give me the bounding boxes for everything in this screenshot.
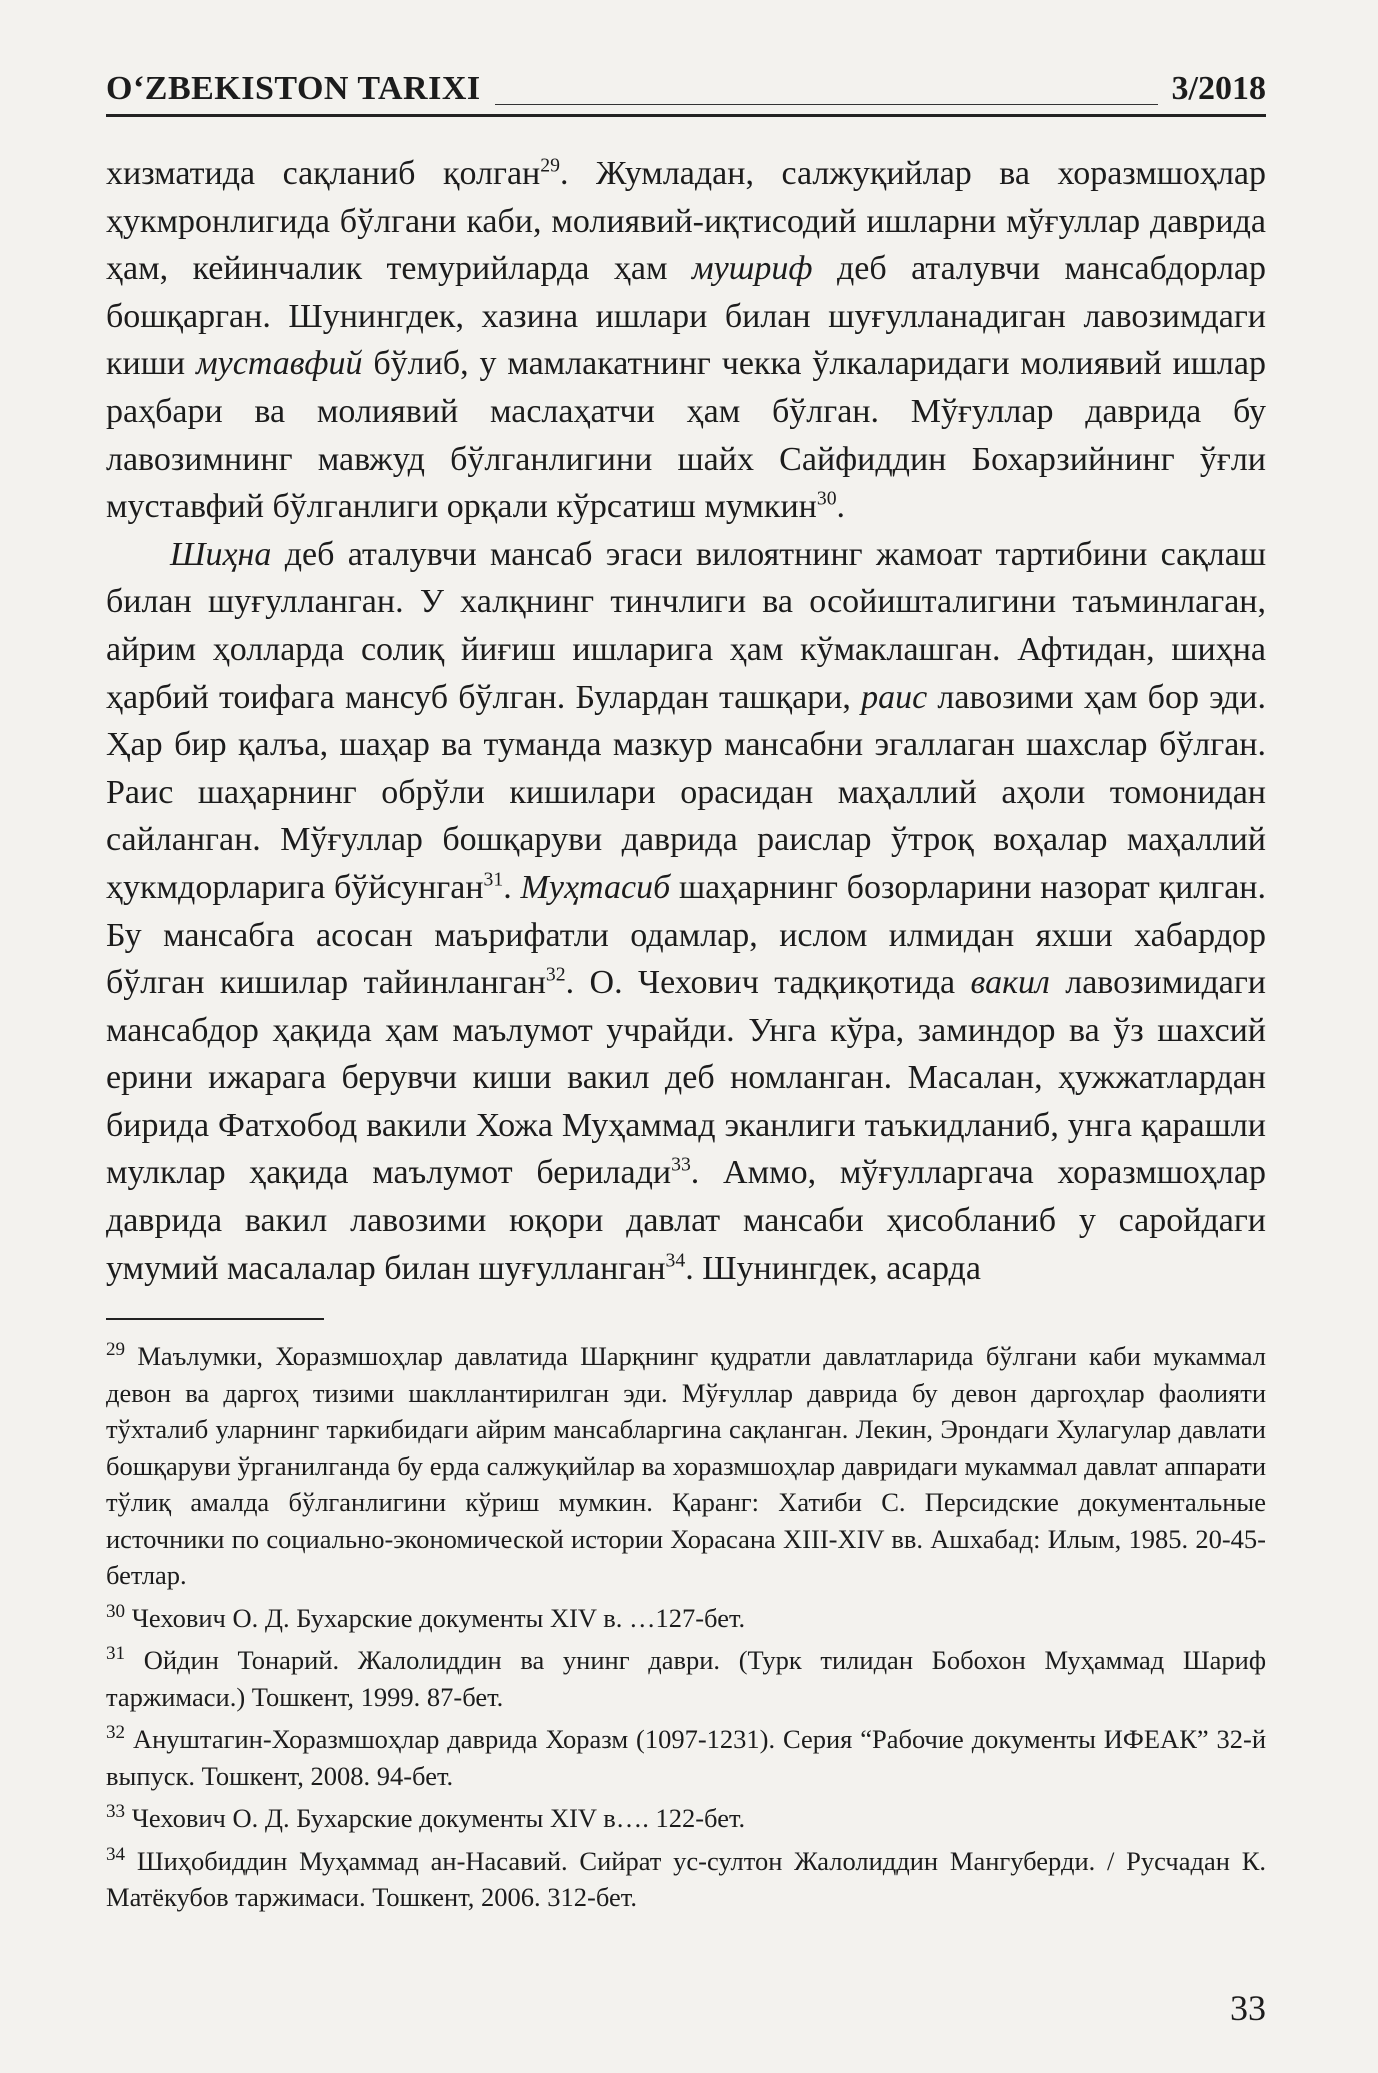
footnote-text: Маълумки, Хоразмшоҳлар давлатида Шарқнинг қудратли давлатларида бўлгани каби мукаммал девон ва даргоҳ тизими шакллантирилган эди. Мўғуллар даврида бу девон даргоҳлар фаолияти тўхталиб уларнинг таркибидаги айрим мансабларгина сақланган. Лекин, Эрондаги Хулагулар давлати бошқаруви ўрганилганда бу ерда салжуқийлар ва хоразмшоҳлар давридаги мукаммал давлат аппарати тўлиқ амалда бўлганлигини кўриш мумкин. Қаранг: Хатиби С. Персидские документальные источники по социально-экономической истории Хорасана XIII-XIV вв. Ашхабад: Илым, 1985. 20-45-бетлар. [106, 1341, 1267, 1590]
footnote [106, 1338, 1266, 1594]
footnote-text: Шиҳобиддин Муҳаммад ан-Насавий. Сийрат ус-султон Жалолиддин Мангуберди. / Русчадан К. Матёкубов таржимаси. Тошкент, 2006. 312-бет. [106, 1845, 1267, 1912]
italic-term: Муҳтасиб [520, 868, 671, 906]
footnote-number: 29 [106, 1339, 126, 1361]
footnote [106, 1843, 1266, 1916]
footnote-number: 32 [106, 1722, 126, 1744]
text-run: . Жумладан, салжуқийлар ва хоразмшоҳлар ҳукмронлигида бўлгани каби, молиявий-иқтисодий ишларни мўғуллар даврида ҳам, кейинчалик темурийларда ҳам [106, 155, 1266, 288]
text-run: . [503, 868, 521, 906]
main-text [106, 150, 1266, 1292]
footnote-text: Чехович О. Д. Бухарские документы XIV в. …127-бет. [131, 1602, 746, 1633]
paragraph [106, 531, 1266, 1293]
text-run: шаҳарнинг бозорларини назорат қилган. Бу мансабга асосан маърифатли одамлар, ислом илмидан яхши хабардор бўлган кишилар тайинланган [106, 868, 1266, 1002]
page-number: 33 [1230, 1988, 1266, 2028]
issue-number: 3/2018 [1171, 70, 1266, 107]
italic-term: вакил [970, 964, 1050, 1002]
footnote-number: 33 [106, 1801, 126, 1823]
text-run: . Шунингдек, асарда [685, 1249, 981, 1287]
footnote [106, 1721, 1266, 1794]
footnote-number: 30 [106, 1600, 126, 1622]
running-header [106, 62, 1266, 117]
footnote-text: Ануштагин-Хоразмшоҳлар даврида Хоразм (1097-1231). Серия “Рабочие документы ИФЕАК” 32-й выпуск. Тошкент, 2008. 94-бет. [106, 1724, 1267, 1791]
text-run: бўлиб, у мамлакатнинг чекка ўлкаларидаги молиявий ишлар раҳбари ва молиявий маслаҳатчи ҳам бўлган. Мўғуллар даврида бу лавозимнинг мавжуд бўлганлигини шайх Сайфиддин Бохарзийнинг ўғли муставфий бўлганлиги орқали кўрсатиш мумкин [106, 345, 1266, 526]
italic-term: муставфий [195, 345, 363, 383]
footnote-ref: 30 [816, 487, 837, 510]
footnote-ref: 32 [545, 963, 566, 986]
footnote-number: 34 [106, 1843, 126, 1865]
footnote-ref: 31 [483, 868, 504, 891]
footnote-ref: 34 [665, 1249, 686, 1272]
text-run: . О. Чехович тадқиқотида [565, 964, 971, 1002]
footnote-text: Ойдин Тонарий. Жалолиддин ва унинг даври. (Турк тилидан Бобохон Муҳаммад Шариф таржимаси.) Тошкент, 1999. 87-бет. [106, 1645, 1266, 1712]
paragraph [106, 150, 1266, 531]
text-run: деб аталувчи мансаб эгаси вилоятнинг жамоат тартибини сақлаш билан шуғулланган. У халқнинг тинчлиги ва осойишталигини таъминлаган, айрим ҳолларда солиқ йиғиш ишларига ҳам кўмаклашган. Афтидан, шиҳна ҳарбий тоифага мансуб бўлган. Булардан ташқари, [106, 535, 1266, 716]
text-run: хизматида сақланиб қолган [106, 155, 541, 192]
footnote [106, 1800, 1266, 1837]
footnotes [106, 1338, 1266, 1922]
italic-term: Шиҳна [170, 535, 272, 573]
text-run: . Аммо, мўғулларгача хоразмшоҳлар даврида вакил лавозими юқори давлат мансаби ҳисобланиб у саройдаги умумий масалалар билан шуғулланган [106, 1154, 1266, 1287]
footnote-number: 31 [106, 1643, 126, 1665]
text-run: лавозимидаги мансабдор ҳақида ҳам маълумот учрайди. Унга кўра, заминдор ва ўз шахсий ерини ижарага берувчи киши вакил деб номланган. Масалан, ҳужжатлардан бирида Фатхобод вакили Хожа Муҳаммад эканлиги таъкидланиб, унга қарашли мулклар ҳақида маълумот берилади [106, 964, 1266, 1192]
italic-term: мушриф [691, 250, 813, 288]
text-run: лавозими ҳам бор эди. Ҳар бир қалъа, шаҳар ва туманда мазкур мансабни эгаллаган шахслар бўлган. Раис шаҳарнинг обрўли кишилари орасидан маҳаллий аҳоли томонидан сайланган. Мўғуллар бошқаруви даврида раислар ўтроқ воҳалар маҳаллий ҳукмдорларига бўйсунган [106, 678, 1266, 906]
header-rule [495, 104, 1158, 105]
footnote-ref: 33 [671, 1154, 691, 1177]
journal-title: O‘ZBEKISTON TARIXI [106, 70, 481, 107]
italic-term: раис [861, 678, 928, 716]
footnote [106, 1600, 1266, 1637]
footnote-separator [106, 1318, 324, 1320]
footnote-text: Чехович О. Д. Бухарские документы XIV в…. 122-бет. [131, 1803, 746, 1833]
footnote [106, 1642, 1266, 1715]
text-run: деб аталувчи мансабдорлар бошқарган. Шунингдек, хазина ишлари билан шуғулланадиган лавозимдаги киши [106, 250, 1266, 383]
text-run: . [836, 488, 846, 526]
footnote-ref: 29 [540, 154, 560, 177]
